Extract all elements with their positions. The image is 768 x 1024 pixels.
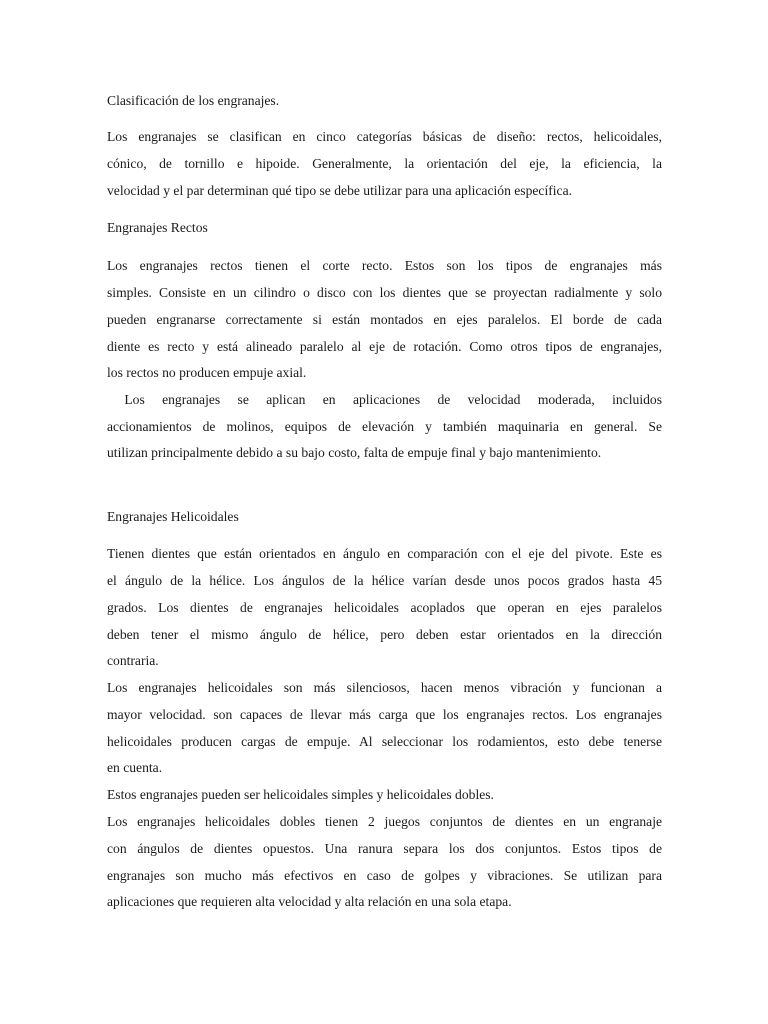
helicoidales-p4-line: aplicaciones que requieren alta velocidad y alta relación en una sola etapa.	[107, 894, 512, 909]
section-heading-helicoidales: Engranajes Helicoidales	[107, 509, 239, 524]
rectos-p1-line: simples. Consiste en un cilindro o disco con los dientes que se proyectan radialmente y solo	[107, 285, 662, 300]
helicoidales-p4-line: engranajes son mucho más efectivos en caso de golpes y vibraciones. Se utilizan para	[107, 868, 662, 883]
helicoidales-p4-line: Los engranajes helicoidales dobles tienen 2 juegos conjuntos de dientes en un engranaje	[107, 814, 662, 829]
rectos-p1-line: los rectos no producen empuje axial.	[107, 365, 307, 380]
intro-line: Los engranajes se clasifican en cinco categorías básicas de diseño: rectos, helicoidales,	[107, 129, 662, 144]
helicoidales-p1-line: deben tener el mismo ángulo de hélice, pero deben estar orientados en la dirección	[107, 627, 662, 642]
document-title: Clasificación de los engranajes.	[107, 93, 280, 108]
section-heading-rectos: Engranajes Rectos	[107, 220, 208, 235]
helicoidales-p3-line: Estos engranajes pueden ser helicoidales simples y helicoidales dobles.	[107, 787, 494, 802]
intro-line: velocidad y el par determinan qué tipo se debe utilizar para una aplicación específica.	[107, 183, 572, 198]
helicoidales-p4-line: con ángulos de dientes opuestos. Una ranura separa los dos conjuntos. Estos tipos de	[107, 841, 662, 856]
helicoidales-p1-line: contraria.	[107, 653, 159, 668]
helicoidales-p1-line: Tienen dientes que están orientados en ángulo en comparación con el eje del pivote. Este es	[107, 546, 662, 561]
helicoidales-p2-line: helicoidales producen cargas de empuje. Al seleccionar los rodamientos, esto debe tenerse	[107, 734, 662, 749]
helicoidales-p2-line: en cuenta.	[107, 760, 163, 775]
helicoidales-p2-line: mayor velocidad. son capaces de llevar más carga que los engranajes rectos. Los engranajes	[107, 707, 662, 722]
helicoidales-p2-line: Los engranajes helicoidales son más silenciosos, hacen menos vibración y funcionan a	[107, 680, 662, 695]
rectos-p2-line: accionamientos de molinos, equipos de elevación y también maquinaria en general. Se	[107, 419, 662, 434]
intro-line: cónico, de tornillo e hipoide. Generalmente, la orientación del eje, la eficiencia, la	[107, 156, 662, 171]
helicoidales-p1-line: grados. Los dientes de engranajes helicoidales acoplados que operan en ejes paralelos	[107, 600, 662, 615]
rectos-p1-line: Los engranajes rectos tienen el corte recto. Estos son los tipos de engranajes más	[107, 258, 662, 273]
rectos-p1-line: pueden engranarse correctamente si están montados en ejes paralelos. El borde de cada	[107, 312, 662, 327]
rectos-p2-line: Los engranajes se aplican en aplicaciones de velocidad moderada, incluidos	[107, 392, 662, 407]
helicoidales-p1-line: el ángulo de la hélice. Los ángulos de la hélice varían desde unos pocos grados hasta 45	[107, 573, 662, 588]
rectos-p1-line: diente es recto y está alineado paralelo al eje de rotación. Como otros tipos de engranajes,	[107, 339, 662, 354]
rectos-p2-line: utilizan principalmente debido a su bajo costo, falta de empuje final y bajo mantenimiento.	[107, 445, 602, 460]
